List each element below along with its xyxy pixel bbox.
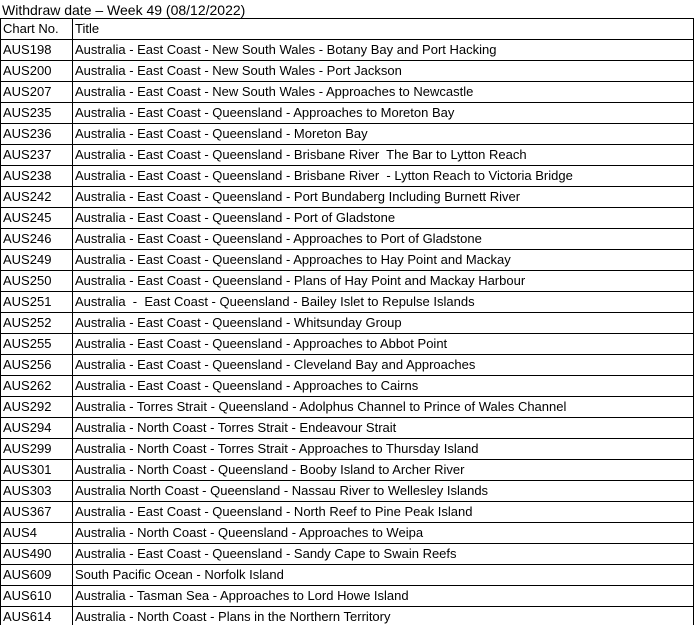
table-row [1,334,694,355]
chart-title-cell: Australia - East Coast - New South Wales - Approaches to Newcastle [73,82,694,103]
chart-number-cell: AUS4 [1,523,73,544]
table-row [1,103,694,124]
table-row [1,82,694,103]
chart-title-cell: Australia - Torres Strait - Queensland - Adolphus Channel to Prince of Wales Channel [73,397,694,418]
chart-title-cell: Australia - East Coast - Queensland - Brisbane River - Lytton Reach to Victoria Bridge [73,166,694,187]
chart-number-cell: AUS292 [1,397,73,418]
chart-number-cell: AUS238 [1,166,73,187]
chart-title-cell: Australia - East Coast - Queensland - Approaches to Cairns [73,376,694,397]
table-row [1,187,694,208]
chart-title-cell: Australia - East Coast - Queensland - Bailey Islet to Repulse Islands [73,292,694,313]
chart-number-cell: AUS262 [1,376,73,397]
chart-title-cell: Australia - East Coast - New South Wales - Port Jackson [73,61,694,82]
chart-number-cell: AUS614 [1,607,73,625]
chart-title-cell: Australia - North Coast - Torres Strait - Approaches to Thursday Island [73,439,694,460]
chart-title-cell: Australia - North Coast - Torres Strait - Endeavour Strait [73,418,694,439]
table-row [1,481,694,502]
table-row [1,40,694,61]
table-row [1,502,694,523]
table-row [1,607,694,625]
withdraw-date-heading: Withdraw date – Week 49 (08/12/2022) [2,2,246,18]
chart-number-cell: AUS255 [1,334,73,355]
withdrawn-charts-table [0,18,694,625]
chart-no-column-header: Chart No. [1,19,73,40]
chart-title-cell: Australia - East Coast - Queensland - Port of Gladstone [73,208,694,229]
chart-number-cell: AUS610 [1,586,73,607]
chart-title-cell: Australia - North Coast - Queensland - Booby Island to Archer River [73,460,694,481]
table-row [1,418,694,439]
chart-number-cell: AUS251 [1,292,73,313]
chart-title-cell: Australia - North Coast - Plans in the Northern Territory [73,607,694,625]
table-row [1,229,694,250]
table-row [1,376,694,397]
chart-number-cell: AUS237 [1,145,73,166]
chart-title-cell: Australia - East Coast - Queensland - Approaches to Moreton Bay [73,103,694,124]
chart-number-cell: AUS235 [1,103,73,124]
table-row [1,250,694,271]
chart-title-cell: Australia - East Coast - Queensland - Whitsunday Group [73,313,694,334]
table-row [1,544,694,565]
chart-number-cell: AUS207 [1,82,73,103]
chart-number-cell: AUS250 [1,271,73,292]
chart-title-cell: Australia - East Coast - Queensland - Approaches to Hay Point and Mackay [73,250,694,271]
table-row [1,61,694,82]
chart-title-cell: Australia - East Coast - Queensland - Approaches to Abbot Point [73,334,694,355]
table-header-row [1,19,694,40]
chart-number-cell: AUS246 [1,229,73,250]
chart-number-cell: AUS294 [1,418,73,439]
chart-title-cell: Australia - East Coast - Queensland - North Reef to Pine Peak Island [73,502,694,523]
table-row [1,460,694,481]
chart-title-cell: Australia - East Coast - New South Wales - Botany Bay and Port Hacking [73,40,694,61]
chart-number-cell: AUS249 [1,250,73,271]
chart-title-cell: South Pacific Ocean - Norfolk Island [73,565,694,586]
table-row [1,586,694,607]
chart-number-cell: AUS301 [1,460,73,481]
chart-number-cell: AUS303 [1,481,73,502]
chart-number-cell: AUS256 [1,355,73,376]
chart-title-cell: Australia - East Coast - Queensland - Approaches to Port of Gladstone [73,229,694,250]
table-row [1,124,694,145]
chart-number-cell: AUS200 [1,61,73,82]
chart-number-cell: AUS490 [1,544,73,565]
table-row [1,523,694,544]
chart-number-cell: AUS252 [1,313,73,334]
title-column-header: Title [73,19,694,40]
table-row [1,208,694,229]
chart-title-cell: Australia - Tasman Sea - Approaches to Lord Howe Island [73,586,694,607]
table-row [1,313,694,334]
table-row [1,565,694,586]
table-row [1,271,694,292]
chart-number-cell: AUS609 [1,565,73,586]
chart-number-cell: AUS299 [1,439,73,460]
chart-number-cell: AUS242 [1,187,73,208]
chart-number-cell: AUS245 [1,208,73,229]
table-row [1,166,694,187]
chart-title-cell: Australia - East Coast - Queensland - Cleveland Bay and Approaches [73,355,694,376]
chart-number-cell: AUS236 [1,124,73,145]
chart-title-cell: Australia - East Coast - Queensland - Sandy Cape to Swain Reefs [73,544,694,565]
chart-title-cell: Australia - East Coast - Queensland - Moreton Bay [73,124,694,145]
table-body [1,40,694,625]
chart-number-cell: AUS198 [1,40,73,61]
table-row [1,145,694,166]
table-row [1,292,694,313]
chart-title-cell: Australia - East Coast - Queensland - Brisbane River The Bar to Lytton Reach [73,145,694,166]
chart-title-cell: Australia North Coast - Queensland - Nassau River to Wellesley Islands [73,481,694,502]
table-row [1,397,694,418]
table-row [1,355,694,376]
chart-title-cell: Australia - East Coast - Queensland - Plans of Hay Point and Mackay Harbour [73,271,694,292]
chart-title-cell: Australia - East Coast - Queensland - Port Bundaberg Including Burnett River [73,187,694,208]
chart-number-cell: AUS367 [1,502,73,523]
table-row [1,439,694,460]
chart-title-cell: Australia - North Coast - Queensland - Approaches to Weipa [73,523,694,544]
